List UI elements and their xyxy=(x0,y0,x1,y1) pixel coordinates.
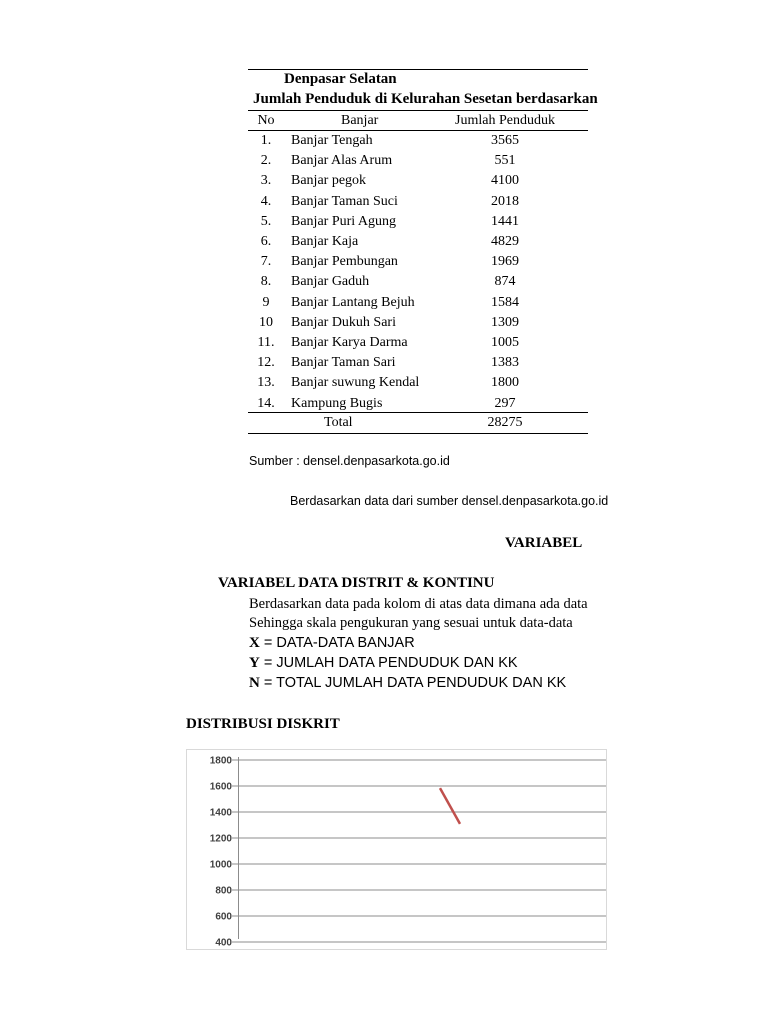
table-title-line1: Denpasar Selatan xyxy=(284,71,397,87)
row-banjar: Banjar Taman Suci xyxy=(291,194,398,209)
row-number: 7. xyxy=(260,254,272,269)
header-no: No xyxy=(257,113,275,128)
y-tick-label: 1400 xyxy=(209,807,232,819)
row-number: 12. xyxy=(257,355,275,370)
row-banjar: Banjar Tengah xyxy=(291,133,373,148)
row-number: 4. xyxy=(260,194,272,209)
row-jumlah: 1969 xyxy=(491,254,519,269)
row-number: 1. xyxy=(260,133,272,148)
row-jumlah: 1309 xyxy=(491,315,519,330)
chart-frame xyxy=(187,750,607,950)
y-tick-label: 1600 xyxy=(209,781,232,793)
row-jumlah: 1005 xyxy=(491,335,519,350)
total-label: Total xyxy=(324,415,353,430)
row-banjar: Banjar Gaduh xyxy=(291,274,370,289)
row-jumlah: 551 xyxy=(494,153,516,168)
row-number: 3. xyxy=(260,173,272,188)
row-number: 11. xyxy=(257,335,275,350)
row-banjar: Banjar Kaja xyxy=(291,234,359,249)
row-banjar: Banjar Pembungan xyxy=(291,254,398,269)
row-jumlah: 1584 xyxy=(491,295,519,310)
row-number: 14. xyxy=(257,396,275,411)
table-bottom-rule xyxy=(248,433,588,434)
row-jumlah: 1441 xyxy=(491,214,519,229)
row-banjar: Banjar Alas Arum xyxy=(291,153,393,168)
row-banjar: Banjar Dukuh Sari xyxy=(291,315,396,330)
variable-n: N = TOTAL JUMLAH DATA PENDUDUK DAN KK xyxy=(249,675,567,691)
source-text: Sumber : densel.denpasarkota.go.id xyxy=(249,454,450,468)
row-jumlah: 1383 xyxy=(491,355,519,370)
row-number: 6. xyxy=(260,234,272,249)
row-jumlah: 4829 xyxy=(491,234,519,249)
row-banjar: Banjar pegok xyxy=(291,173,367,188)
paragraph-text: Berdasarkan data dari sumber densel.denpasarkota.go.id xyxy=(290,494,609,508)
header-jumlah: Jumlah Penduduk xyxy=(455,113,555,128)
row-number: 10 xyxy=(259,315,273,330)
body-line-2: Sehingga skala pengukuran yang sesuai untuk data-data xyxy=(249,615,573,631)
row-banjar: Banjar Karya Darma xyxy=(291,335,408,350)
row-jumlah: 4100 xyxy=(491,173,519,188)
variable-heading-right: VARIABEL xyxy=(505,535,583,551)
row-banjar: Banjar Taman Sari xyxy=(291,355,396,370)
y-tick-label: 400 xyxy=(215,937,232,949)
row-number: 8. xyxy=(260,274,272,289)
row-jumlah: 3565 xyxy=(491,133,519,148)
header-banjar: Banjar xyxy=(341,113,379,128)
body-line-1: Berdasarkan data pada kolom di atas data dimana ada data xyxy=(249,596,588,612)
y-tick-label: 1200 xyxy=(209,833,232,845)
table-title-line2: Jumlah Penduduk di Kelurahan Sesetan berdasarkan xyxy=(253,91,598,107)
row-number: 5. xyxy=(260,214,272,229)
y-tick-label: 800 xyxy=(215,885,232,897)
row-number: 13. xyxy=(257,375,275,390)
row-banjar: Kampung Bugis xyxy=(291,396,383,411)
row-jumlah: 874 xyxy=(494,274,516,289)
row-banjar: Banjar suwung Kendal xyxy=(291,375,420,390)
row-jumlah: 2018 xyxy=(491,194,519,209)
total-value: 28275 xyxy=(487,415,523,430)
section-heading: VARIABEL DATA DISTRIT & KONTINU xyxy=(218,575,495,591)
chart-heading: DISTRIBUSI DISKRIT xyxy=(186,716,340,732)
y-tick-label: 1000 xyxy=(209,859,232,871)
row-banjar: Banjar Lantang Bejuh xyxy=(291,295,415,310)
row-jumlah: 1800 xyxy=(491,375,519,390)
row-number: 2. xyxy=(260,153,272,168)
line-chart xyxy=(186,749,586,949)
row-number: 9 xyxy=(262,295,270,310)
variable-y: Y = JUMLAH DATA PENDUDUK DAN KK xyxy=(249,655,518,671)
row-banjar: Banjar Puri Agung xyxy=(291,214,396,229)
y-tick-label: 600 xyxy=(215,911,232,923)
y-tick-label: 1800 xyxy=(209,755,232,767)
table-top-rule xyxy=(248,69,588,70)
variable-x: X = DATA-DATA BANJAR xyxy=(249,635,415,651)
row-jumlah: 297 xyxy=(494,396,516,411)
